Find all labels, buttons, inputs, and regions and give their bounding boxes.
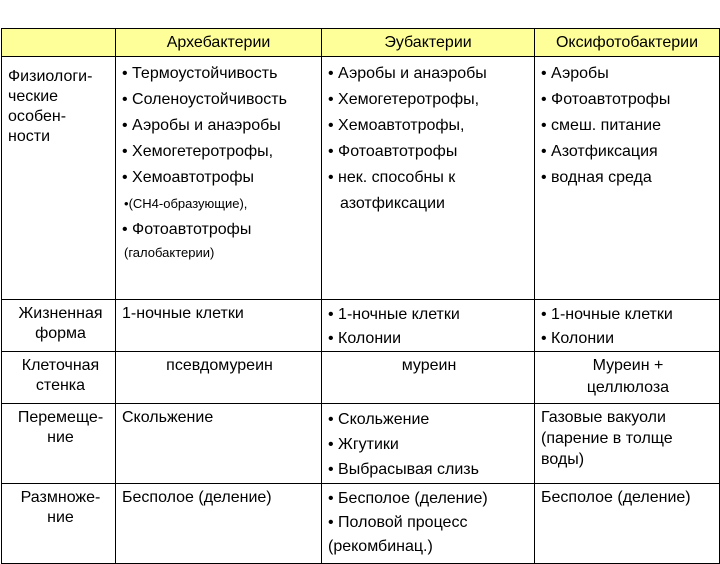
row-label-line: ческие <box>8 88 59 105</box>
row-label-line: стенка <box>35 377 86 394</box>
cell-line: (парение в толще <box>541 430 673 447</box>
list-item: • 1-ночные клетки <box>541 303 715 327</box>
cell-line: целлюлоза <box>586 379 670 396</box>
cell-movement-oxyphotobacteria <box>535 404 720 484</box>
cell-line: Муреин + <box>592 357 664 374</box>
list-item: • Колонии <box>328 327 530 351</box>
list-note: •(СН4-образующие), <box>124 196 248 211</box>
list-item: • Аэробы <box>541 61 715 87</box>
table-row-reproduction <box>2 484 720 564</box>
row-label-line: Физиологи- <box>8 68 93 85</box>
header-row <box>2 29 720 57</box>
row-label-cell-wall <box>2 352 116 404</box>
cell-life-form-eubacteria <box>322 300 535 352</box>
cell-physiology-archaebacteria <box>116 57 322 300</box>
header-corner-cell <box>2 29 116 57</box>
row-label-line: форма <box>35 325 86 342</box>
cell-reproduction-archaebacteria: Бесполое (деление) <box>116 484 322 564</box>
table-row-life-form <box>2 300 720 352</box>
list-item: • Азотфиксация <box>541 139 715 165</box>
list-note: (галобактерии) <box>124 245 215 260</box>
comparison-table <box>1 28 720 564</box>
list-item: • Половой процесс <box>328 511 530 535</box>
cell-cell-wall-oxyphotobacteria <box>535 352 720 404</box>
row-label-line: ние <box>47 509 74 526</box>
row-label-line: Клеточная <box>21 357 100 374</box>
list-item: • Хемогетеротрофы, <box>122 139 317 165</box>
row-label-line: ние <box>47 429 74 446</box>
cell-line: Газовые вакуоли <box>541 409 666 426</box>
list-item: • смеш. питание <box>541 113 715 139</box>
cell-life-form-oxyphotobacteria <box>535 300 720 352</box>
list-item: • Фотоавтотрофы <box>328 139 530 165</box>
list-item: • Фотоавтотрофы <box>122 217 317 243</box>
row-label-reproduction <box>2 484 116 564</box>
list-item: • Хемоавтотрофы <box>122 165 317 191</box>
cell-line: воды) <box>541 451 585 468</box>
cell-reproduction-oxyphotobacteria: Бесполое (деление) <box>535 484 720 564</box>
header-eubacteria: Эубактерии <box>322 29 535 57</box>
table-row-cell-wall <box>2 352 720 404</box>
row-label-line: особен- <box>8 108 67 125</box>
table-row-physiology <box>2 57 720 300</box>
list-item-continuation: (рекомбинац.) <box>328 538 433 555</box>
list-item: • Хемогетеротрофы, <box>328 87 530 113</box>
header-oxyphotobacteria: Оксифотобактерии <box>535 29 720 57</box>
cell-cell-wall-archaebacteria: псевдомуреин <box>116 352 322 404</box>
row-label-line: Жизненная <box>18 305 103 322</box>
row-label-line: Перемеще- <box>17 409 104 426</box>
list-item: • Хемоавтотрофы, <box>328 113 530 139</box>
list-item: • Колонии <box>541 327 715 351</box>
list-item: • Аэробы и анаэробы <box>122 113 317 139</box>
list-item-continuation: азотфиксации <box>340 195 445 212</box>
list-item: • Скольжение <box>328 407 530 432</box>
list-item: • Термоустойчивость <box>122 61 317 87</box>
row-label-life-form <box>2 300 116 352</box>
row-label-line: ности <box>8 128 50 145</box>
cell-physiology-eubacteria <box>322 57 535 300</box>
cell-cell-wall-eubacteria: муреин <box>322 352 535 404</box>
list-item: • 1-ночные клетки <box>328 303 530 327</box>
row-label-movement <box>2 404 116 484</box>
list-note-text: (СН4-образующие), <box>128 196 248 211</box>
row-label-physiology <box>2 57 116 300</box>
cell-movement-archaebacteria: Скольжение <box>116 404 322 484</box>
table-row-movement <box>2 404 720 484</box>
header-archaebacteria: Архебактерии <box>116 29 322 57</box>
cell-life-form-archaebacteria: 1-ночные клетки <box>116 300 322 352</box>
list-item: • водная среда <box>541 165 715 191</box>
list-item: • Выбрасывая слизь <box>328 457 530 482</box>
list-item: • Аэробы и анаэробы <box>328 61 530 87</box>
cell-reproduction-eubacteria <box>322 484 535 564</box>
list-item: • Соленоустойчивость <box>122 87 317 113</box>
list-item: • Бесполое (деление) <box>328 487 530 511</box>
cell-movement-eubacteria <box>322 404 535 484</box>
row-label-line: Размноже- <box>20 489 101 506</box>
list-item: • Жгутики <box>328 432 530 457</box>
list-item: • Фотоавтотрофы <box>541 87 715 113</box>
list-item: • нек. способны к <box>328 165 530 191</box>
cell-physiology-oxyphotobacteria <box>535 57 720 300</box>
